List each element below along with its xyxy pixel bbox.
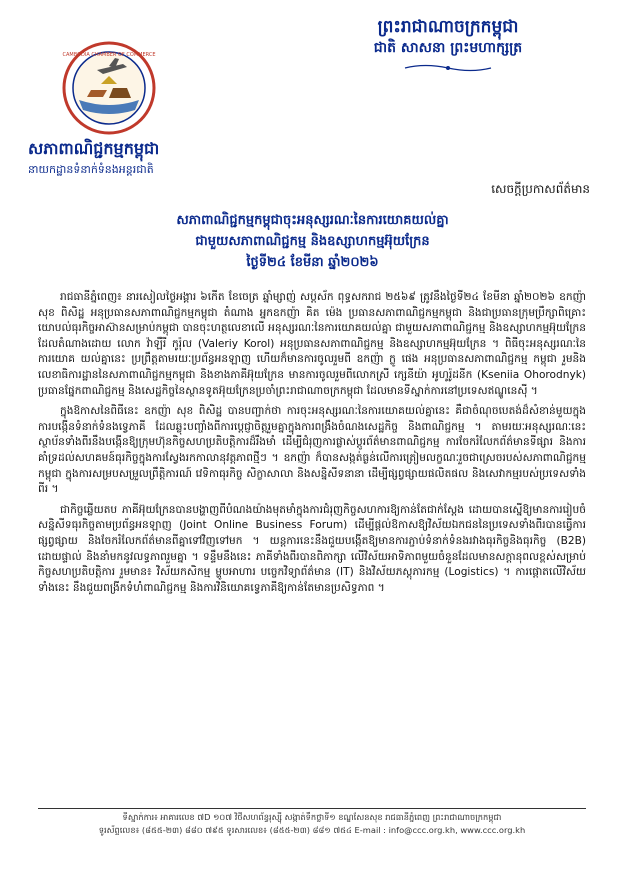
national-motto: ជាតិ សាសនា ព្រះមហាក្សត្រ bbox=[373, 40, 523, 56]
title-date: ថ្ងៃទី២៤ ខែមីនា ឆ្នាំ២០២៦ bbox=[246, 255, 379, 270]
footer-address: ទីស្នាក់ការ៖ អាគារលេខ ៧D ១០៧ វិថីសហព័ន្ធរុស្ស៊ី សង្កាត់ទឹកថ្លាទី១ ខណ្ឌសែនសុខ រាជធានីភ្នំពេញ ព្រះរាជាណាចក្រកម្ពុជា bbox=[122, 812, 502, 822]
ornament-divider-icon bbox=[403, 63, 493, 73]
organization-block bbox=[28, 138, 228, 178]
organization-department: នាយកដ្ឋានទំនាក់ទំនងអន្តរជាតិ bbox=[28, 163, 154, 176]
footer-divider bbox=[38, 808, 586, 809]
title-line-2: ជាមួយសភាពាណិជ្ជកម្ម និងឧស្សាហកម្មអ៊ុយក្រែន bbox=[195, 234, 430, 249]
document-title-block bbox=[150, 210, 475, 273]
chamber-logo bbox=[57, 40, 161, 136]
organization-name: សភាពាណិជ្ជកម្មកម្ពុជា bbox=[28, 139, 160, 158]
logo-ring-text: CAMBODIA CHAMBER OF COMMERCE bbox=[62, 52, 156, 58]
footer-phone-email: ទូរស័ព្ទលេខ៖ (៨៥៥-២៣) ៨៨០ ៧៩៥ ទូរសារលេខ៖ (៨៥៥-២៣) ៨៨១ ៧៥៤ E-mail : info@ccc.org.kh, www.ccc.org.kh bbox=[98, 825, 526, 835]
body-paragraph-3: ជាកិច្ចឆ្លើយតប ភាគីអ៊ុយក្រែនបានបង្ហាញពីបំណងយ៉ាងមុតមាំក្នុងការជំរុញកិច្ចសហការឱ្យកាន់តែជាក់ស្តែង ដោយបានស្នើឱ្យមានការរៀបចំសន្និសីទធុរកិច្ចតាមប្រព័ន្ធអនឡាញ (Joint Online Business Forum) ដើម្បីផ្តល់ឱកាសឱ្យវិស័យឯកជននៃប្រទេសទាំងពីរបានធ្វើការផ្សព្វផ្សាយ និងចែករំលែកព័ត៌មានពីគ្នាទៅវិញទៅមក ។ យន្តការនេះនឹងជួយបង្កើតឱ្យមានការភ្ជាប់ទំនាក់ទំនងរវាងធុរកិច្ចនិងធុរកិច្ច (B2B) ដោយផ្ទាល់ និងនាំមកនូវលទ្ធភាពរួមគ្នា ។ ទន្ទឹមនឹងនេះ ភាគីទាំងពីរបានពិភាក្សា លើវិស័យអាទិភាពមួយចំនួនដែលមានសក្តានុពលខ្ពស់សម្រាប់កិច្ចសហប្រតិបត្តិការ រួមមាន៖ វិស័យកសិកម្ម ម្ហូបអាហារ បច្ចេកវិទ្យាព័ត៌មាន (IT) និងវិស័យភស្តុភារកម្ម (Logistics) ។ ការផ្តោតលើវិស័យទាំងនេះ នឹងជួយពង្រីកទំហំពាណិជ្ជកម្ម និងការវិនិយោគទ្វេភាគីឱ្យកាន់តែមានប្រសិទ្ធភាព ។ bbox=[38, 503, 586, 594]
title-line-1: សភាពាណិជ្ជកម្មកម្ពុជាចុះអនុស្សរណៈនៃការយោគយល់គ្នា bbox=[176, 213, 449, 228]
body-paragraph-1: រាជធានីភ្នំពេញ៖ នារសៀលថ្ងៃអង្គារ ៦កើត ខែចេត្រ ឆ្នាំម្សាញ់ សប្តស័ក ពុទ្ធសករាជ ២៥៦៩ ត្រូវនឹងថ្ងៃទី២៤ ខែមីនា ឆ្នាំ២០២៦ ឧកញ៉ា សុខ ពិសិដ្ឋ អនុប្រធានសភាពាណិជ្ជកម្មកម្ពុជា តំណាង អ្នកឧកញ៉ា គិត ម៉េង ប្រធានសភាពាណិជ្ជកម្មកម្ពុជា និងជាប្រធានក្រុមប្រឹក្សាពិគ្រោះយោបល់ធុរកិច្ចអាស៊ានសម្រាប់កម្ពុជា បានចុះហត្ថលេខាលើ អនុស្សរណៈនៃការយោគយល់គ្នា ជាមួយសភាពាណិជ្ជកម្ម និងឧស្សាហកម្មអ៊ុយក្រែនដែលតំណាងដោយ លោក វ៉ាឡឺរី កូរ៉ុល (Valeriy Korol) អនុប្រធានសភាពាណិជ្ជកម្ម និងឧស្សាហកម្មអ៊ុយក្រែន ។ ពិធីចុះអនុស្សរណៈនៃការយោគ យល់គ្នានេះ ប្រព្រឹត្តតាមរយៈប្រព័ន្ធអនឡាញ ហើយក៏មានការចូលរួមពី ឧកញ៉ា ក្លូ ផេង អនុប្រធានសភាពាណិជ្ជកម្ម កម្ពុជា រួមនិងលេខាធិការដ្ឋាននៃសភាពាណិជ្ជកម្មកម្ពុជា និងខាងភាគីអ៊ុយក្រែន មានការចូលរួមពីលោកស្រី ក្សេនីយ៉ា អូហូរ៉ូដនីក (Kseniia Ohorodnyk) ប្រធានផ្នែកពាណិជ្ជកម្ម និងសេដ្ឋកិច្ចនៃស្ថានទូតអ៊ុយក្រែនប្រចាំព្រះរាជាណាចក្រកម្ពុជា ដែលមានទីស្នាក់ការនៅប្រទេសឥណ្ឌូនេស៊ី ។ bbox=[38, 291, 586, 397]
kingdom-title: ព្រះរាជាណាចក្រកម្ពុជា bbox=[377, 17, 519, 37]
document-body bbox=[38, 290, 586, 601]
document-type-label: សេចក្តីប្រកាសព័ត៌មាន bbox=[491, 182, 590, 196]
footer-contact bbox=[38, 811, 586, 837]
kingdom-motto bbox=[328, 16, 568, 77]
body-paragraph-2: ក្នុងឱកាសនៃពិធីនេះ ឧកញ៉ា សុខ ពិសិដ្ឋ បានបញ្ជាក់ថា ការចុះអនុស្សរណៈនៃការយោគយល់គ្នានេះ គឺជាចំណុចបេតង់ដ៏សំខាន់មួយក្នុងការបង្កើនទំនាក់ទំនងទ្វេភាគី ដែលឆ្លុះបញ្ចាំងពីការប្តេជ្ញាចិត្តរួមគ្នាក្នុងការពង្រឹងចំណងសេដ្ឋកិច្ច និងពាណិជ្ជកម្ម ។ តាមរយៈអនុស្សរណៈនេះ ស្ថាប័នទាំងពីរនឹងបង្កើនឱ្យក្រុមហ៊ុនកិច្ចសហប្រតិបត្តិការដ៏រឹងមាំ ដើម្បីជំរុញការផ្លាស់ប្តូរព័ត៌មានពាណិជ្ជកម្ម ការចែករំលែកព័ត៌មានទីផ្សារ និងការគាំទ្រដល់សហគមន៍ធុរកិច្ចក្នុងការស្វែងរកកាលានុវត្តភាពថ្មីៗ ។ ឧកញ៉ា ក៏បានសង្កត់ធ្ងន់លើការត្រៀមលក្ខណៈរួចជាស្រេចរបស់សភាពាណិជ្ជកម្មកម្ពុជា ក្នុងការសម្របសម្រួលព្រឹត្តិការណ៍ វេទិកាធុរកិច្ច សិក្ខាសាលា និងសន្និសីទនានា ដើម្បីផ្សព្វផ្សាយផលិតផល និងសេវាកម្មរបស់ប្រទេសទាំងពីរ ។ bbox=[38, 405, 586, 496]
